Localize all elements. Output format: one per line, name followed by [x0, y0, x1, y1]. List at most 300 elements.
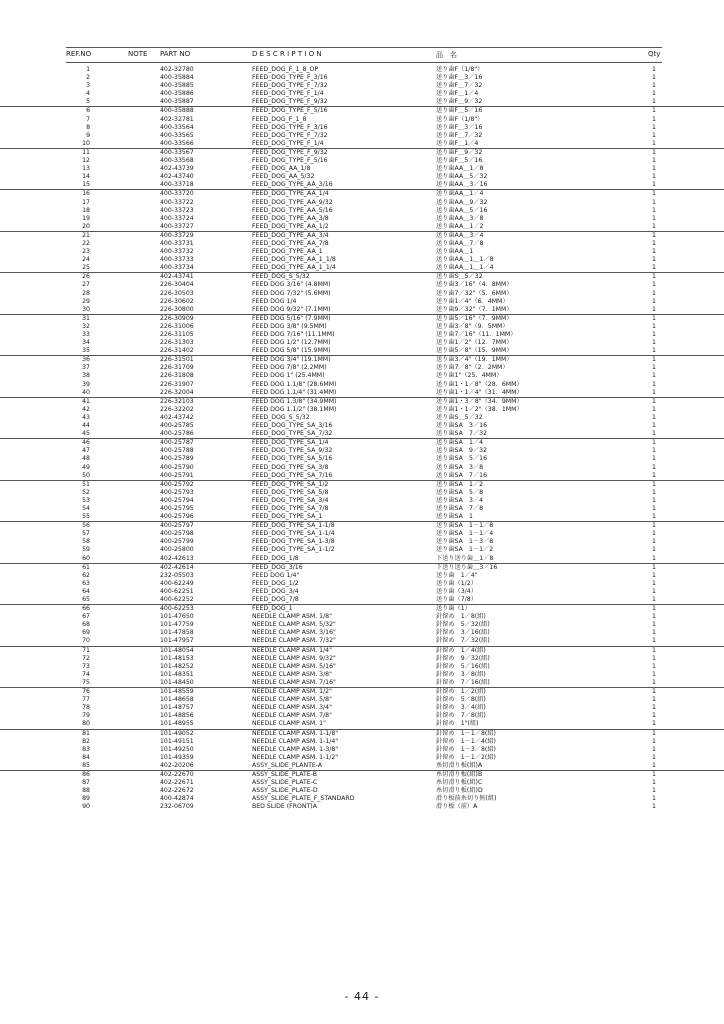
cell-qty: 1: [652, 413, 656, 421]
cell-qty: 1: [652, 289, 656, 297]
cell-ref-no: 32: [82, 322, 90, 330]
cell-part-no: 226-31808: [160, 372, 194, 380]
cell-japanese-name: 糸切滑り板(組)A: [436, 761, 483, 769]
cell-part-no: 400-33568: [160, 157, 194, 165]
cell-ref-no: 88: [82, 787, 90, 795]
cell-part-no: 400-25791: [160, 471, 194, 479]
cell-ref-no: 62: [82, 571, 90, 579]
cell-qty: 1: [652, 480, 656, 488]
cell-ref-no: 57: [82, 530, 90, 538]
cell-japanese-name: 送り歯SA 5／16: [436, 455, 488, 463]
cell-part-no: 232-05503: [160, 571, 194, 579]
cell-ref-no: 14: [82, 173, 90, 181]
cell-part-no: 101-48054: [160, 646, 194, 654]
cell-ref-no: 76: [82, 688, 90, 696]
cell-part-no: 101-48153: [160, 654, 194, 662]
table-row: [0, 232, 724, 240]
cell-ref-no: 70: [82, 637, 90, 645]
cell-ref-no: 47: [82, 447, 90, 455]
cell-qty: 1: [652, 107, 656, 115]
cell-description: FEED_DOG_TYPE_SA_5/8: [252, 488, 329, 496]
cell-description: FEED_DOG_TYPE_F_7/32: [252, 82, 328, 90]
cell-japanese-name: 送り歯SA 5／8: [436, 488, 484, 496]
cell-description: FEED_DOG_TYPE_AA_1/4: [252, 190, 329, 198]
cell-ref-no: 6: [86, 107, 90, 115]
cell-japanese-name: 針留め 1－1／2(組): [436, 753, 496, 761]
cell-part-no: 101-47957: [160, 637, 194, 645]
table-row: [0, 655, 724, 663]
cell-part-no: 400-33567: [160, 148, 194, 156]
cell-ref-no: 9: [86, 131, 90, 139]
cell-part-no: 400-33720: [160, 190, 194, 198]
cell-part-no: 402-43739: [160, 165, 194, 173]
cell-qty: 1: [652, 305, 656, 313]
table-row: [0, 447, 724, 455]
table-row: [0, 688, 724, 696]
cell-description: FEED_DOG_TYPE_F_1/4: [252, 139, 324, 147]
cell-part-no: 226-30503: [160, 289, 194, 297]
cell-description: FEED_DOG_TYPE_SA_9/32: [252, 447, 333, 455]
cell-part-no: 400-25792: [160, 480, 194, 488]
cell-qty: 1: [652, 554, 656, 562]
cell-ref-no: 44: [82, 422, 90, 430]
cell-japanese-name: 送り歯7／32"（5．6MM）: [436, 289, 513, 297]
cell-japanese-name: 針留め 3／8(組): [436, 670, 486, 678]
cell-part-no: 226-31709: [160, 364, 194, 372]
header-bottom-rule: [66, 62, 662, 63]
cell-part-no: 400-33729: [160, 231, 194, 239]
table-row: [0, 787, 724, 795]
cell-qty: 1: [652, 504, 656, 512]
cell-description: NEEDLE CLAMP ASM. 1/2": [252, 688, 332, 696]
table-row: [0, 90, 724, 98]
cell-description: FEED DOG 5/16" (7.9MM): [252, 314, 331, 322]
table-row: [0, 555, 724, 564]
table-row: [0, 629, 724, 637]
cell-description: FEED_DOG_S_5/32: [252, 413, 310, 421]
cell-description: FEED DOG 1/4: [252, 297, 297, 305]
cell-japanese-name: 針留め 9／32(組): [436, 654, 490, 662]
cell-ref-no: 1: [86, 66, 90, 73]
cell-qty: 1: [652, 770, 656, 778]
cell-part-no: 101-48856: [160, 712, 194, 720]
cell-part-no: 400-33723: [160, 206, 194, 214]
cell-japanese-name: 針留め 7／8(組): [436, 712, 486, 720]
cell-qty: 1: [652, 696, 656, 704]
table-row: [0, 572, 724, 580]
cell-part-no: 402-43742: [160, 413, 194, 421]
cell-japanese-name: 送り歯F＿7／32: [436, 131, 483, 139]
cell-description: FEED_DOG_TYPE_SA_7/32: [252, 430, 333, 438]
cell-part-no: 402-22671: [160, 779, 194, 787]
cell-part-no: 400-25789: [160, 455, 194, 463]
cell-japanese-name: 送り歯AA＿1／2: [436, 222, 484, 230]
table-row: [0, 613, 724, 621]
cell-qty: 1: [652, 422, 656, 430]
cell-ref-no: 51: [82, 480, 90, 488]
cell-ref-no: 89: [82, 795, 90, 803]
cell-description: FEED_DOG_AA_1/8: [252, 165, 311, 173]
table-row: [0, 66, 724, 74]
cell-ref-no: 59: [82, 546, 90, 554]
cell-japanese-name: 送り歯1・1／8"（28．6MM）: [436, 380, 523, 388]
cell-japanese-name: 糸切滑り板(組)D: [436, 787, 483, 795]
table-row: [0, 771, 724, 779]
cell-part-no: 101-47858: [160, 629, 194, 637]
cell-qty: 1: [652, 181, 656, 189]
cell-part-no: 226-30800: [160, 305, 194, 313]
cell-ref-no: 27: [82, 281, 90, 289]
cell-description: FEED_DOG_1/8: [252, 554, 299, 562]
parts-table-body: [0, 66, 724, 811]
cell-japanese-name: 送り歯F＿9／32: [436, 148, 483, 156]
cell-japanese-name: 送り歯5／8"（15．9MM）: [436, 347, 513, 355]
cell-part-no: 101-48351: [160, 670, 194, 678]
cell-description: FEED_DOG_TYPE_AA_1: [252, 248, 323, 256]
cell-description: FEED_DOG_3/4: [252, 587, 299, 595]
cell-qty: 1: [652, 720, 656, 728]
cell-qty: 1: [652, 704, 656, 712]
cell-japanese-name: 針留め 1／4(組): [436, 646, 486, 654]
cell-part-no: 101-48658: [160, 696, 194, 704]
cell-ref-no: 40: [82, 388, 90, 396]
cell-part-no: 402-43741: [160, 273, 194, 281]
cell-japanese-name: 送り歯1／4"（6．4MM）: [436, 297, 509, 305]
cell-qty: 1: [652, 538, 656, 546]
cell-part-no: 226-32004: [160, 388, 194, 396]
cell-description: FEED_DOG_TYPE_F_5/16: [252, 107, 328, 115]
cell-qty: 1: [652, 322, 656, 330]
cell-qty: 1: [652, 795, 656, 803]
cell-description: FEED DOG 1" (25.4MM): [252, 372, 325, 380]
cell-ref-no: 39: [82, 380, 90, 388]
table-row: [0, 157, 724, 165]
table-row: [0, 315, 724, 323]
table-row: [0, 82, 724, 90]
cell-description: FEED_DOG_TYPE_AA_5/16: [252, 206, 333, 214]
table-row: [0, 704, 724, 712]
cell-japanese-name: 糸切滑り板(組)B: [436, 770, 483, 778]
cell-part-no: 400-33722: [160, 198, 194, 206]
cell-ref-no: 77: [82, 696, 90, 704]
cell-japanese-name: 送り歯1"（25．4MM）: [436, 372, 503, 380]
cell-qty: 1: [652, 513, 656, 521]
cell-qty: 1: [652, 646, 656, 654]
cell-part-no: 400-25786: [160, 430, 194, 438]
table-row: [0, 165, 724, 173]
cell-part-no: 226-30602: [160, 297, 194, 305]
table-row: [0, 538, 724, 546]
table-row: [0, 306, 724, 315]
cell-part-no: 402-42613: [160, 554, 194, 562]
cell-part-no: 400-25799: [160, 538, 194, 546]
cell-description: NEEDLE CLAMP ASM. 5/16": [252, 662, 336, 670]
table-row: [0, 132, 724, 140]
cell-japanese-name: 滑り板前糸切り無(組): [436, 795, 497, 803]
cell-ref-no: 46: [82, 439, 90, 447]
cell-part-no: 402-32781: [160, 115, 194, 123]
table-row: [0, 746, 724, 754]
cell-ref-no: 22: [82, 239, 90, 247]
cell-qty: 1: [652, 98, 656, 106]
table-row: [0, 364, 724, 372]
cell-qty: 1: [652, 488, 656, 496]
cell-qty: 1: [652, 605, 656, 613]
cell-part-no: 226-30909: [160, 314, 194, 322]
cell-qty: 1: [652, 388, 656, 396]
cell-qty: 1: [652, 66, 656, 73]
cell-ref-no: 84: [82, 753, 90, 761]
cell-japanese-name: 送り歯F＿1／4: [436, 90, 479, 98]
cell-part-no: 400-25794: [160, 496, 194, 504]
cell-qty: 1: [652, 264, 656, 272]
cell-japanese-name: 針留め 1－1／4(組): [436, 737, 496, 745]
cell-description: ASSY_SLIDE_PLATE-B: [252, 770, 317, 778]
cell-description: ASSY_SLIDE_PLATE-C: [252, 779, 318, 787]
cell-japanese-name: 針留め 1"(組): [436, 720, 479, 728]
cell-japanese-name: 送り歯3／8"（9．5MM）: [436, 322, 509, 330]
cell-qty: 1: [652, 530, 656, 538]
table-row: [0, 414, 724, 422]
cell-qty: 1: [652, 139, 656, 147]
table-row: [0, 406, 724, 414]
table-row: [0, 489, 724, 497]
cell-ref-no: 90: [82, 803, 90, 811]
cell-description: FEED_DOG_TYPE_SA_1/4: [252, 439, 329, 447]
cell-description: NEEDLE CLAMP ASM. 1/8": [252, 613, 332, 621]
cell-japanese-name: 送り歯AA＿9／32: [436, 198, 488, 206]
cell-qty: 1: [652, 380, 656, 388]
cell-ref-no: 41: [82, 397, 90, 405]
cell-japanese-name: 送り歯SA 1／2: [436, 480, 484, 488]
cell-ref-no: 24: [82, 256, 90, 264]
cell-part-no: 101-47759: [160, 621, 194, 629]
table-row: [0, 74, 724, 82]
header-description: D E S C R I P T I O N: [252, 50, 322, 58]
table-row: [0, 513, 724, 522]
table-row: [0, 546, 724, 554]
cell-japanese-name: 送り歯SA 1／4: [436, 439, 484, 447]
cell-ref-no: 5: [86, 98, 90, 106]
cell-part-no: 402-42614: [160, 563, 194, 571]
table-row: [0, 181, 724, 190]
cell-japanese-name: 送り歯AA＿7／8: [436, 239, 484, 247]
cell-description: NEEDLE CLAMP ASM. 1/4": [252, 646, 332, 654]
cell-japanese-name: 送り歯F（1/8"）: [436, 66, 484, 73]
cell-description: NEEDLE CLAMP ASM. 5/32": [252, 621, 336, 629]
cell-ref-no: 71: [82, 646, 90, 654]
cell-ref-no: 79: [82, 712, 90, 720]
table-row: [0, 264, 724, 273]
cell-qty: 1: [652, 372, 656, 380]
cell-description: FEED DOG 1.1/8" (28.6MM): [252, 380, 337, 388]
cell-description: FEED DOG 7/16" (11.1MM): [252, 331, 335, 338]
cell-ref-no: 17: [82, 198, 90, 206]
cell-qty: 1: [652, 496, 656, 504]
cell-part-no: 226-31105: [160, 331, 194, 338]
table-row: [0, 215, 724, 223]
cell-qty: 1: [652, 273, 656, 281]
cell-description: NEEDLE CLAMP ASM. 1-1/8": [252, 729, 339, 737]
cell-japanese-name: 送り歯F＿7／32: [436, 82, 483, 90]
cell-ref-no: 2: [86, 74, 90, 82]
cell-qty: 1: [652, 688, 656, 696]
table-row: [0, 290, 724, 298]
cell-description: NEEDLE CLAMP ASM. 1-1/4": [252, 737, 339, 745]
cell-part-no: 101-48559: [160, 688, 194, 696]
cell-japanese-name: 送り歯7／16"（11．1MM）: [436, 331, 517, 338]
cell-qty: 1: [652, 198, 656, 206]
cell-description: FEED_DOG_TYPE_SA_1: [252, 513, 323, 521]
cell-qty: 1: [652, 115, 656, 123]
cell-part-no: 226-31006: [160, 322, 194, 330]
cell-description: FEED DOG 3/16" (4.8MM): [252, 281, 331, 289]
cell-description: FEED DOG 1.1/4" (31.4MM): [252, 388, 337, 396]
cell-japanese-name: 送り歯1／2"（12．7MM）: [436, 339, 513, 347]
cell-qty: 1: [652, 471, 656, 479]
cell-description: FEED_DOG_TYPE_AA_7/8: [252, 239, 329, 247]
table-row: [0, 339, 724, 347]
cell-description: FEED_DOG_TYPE_AA_1_1/4: [252, 264, 336, 272]
cell-part-no: 400-25787: [160, 439, 194, 447]
cell-qty: 1: [652, 173, 656, 181]
cell-description: FEED DOG 7/32" (5.6MM): [252, 289, 331, 297]
cell-japanese-name: 送り歯S＿5／32: [436, 413, 483, 421]
table-row: [0, 347, 724, 356]
cell-qty: 1: [652, 803, 656, 811]
page-number: - 44 -: [344, 990, 380, 1003]
cell-japanese-name: 針留め 3／4(組): [436, 704, 486, 712]
cell-japanese-name: 送り歯F＿9／32: [436, 98, 483, 106]
cell-qty: 1: [652, 761, 656, 769]
cell-japanese-name: 送り歯S＿5／32: [436, 273, 483, 281]
cell-qty: 1: [652, 347, 656, 355]
cell-ref-no: 48: [82, 455, 90, 463]
cell-qty: 1: [652, 239, 656, 247]
table-row: [0, 281, 724, 289]
cell-japanese-name: 送り歯3／16"（4．8MM）: [436, 281, 513, 289]
cell-japanese-name: 送り歯SA 7／32: [436, 430, 488, 438]
header-note: NOTE: [128, 50, 148, 58]
cell-ref-no: 86: [82, 770, 90, 778]
cell-ref-no: 16: [82, 190, 90, 198]
cell-description: NEEDLE CLAMP ASM. 7/8": [252, 712, 332, 720]
cell-description: NEEDLE CLAMP ASM. 3/16": [252, 629, 336, 637]
cell-qty: 1: [652, 712, 656, 720]
header-japanese-name: 品 名: [436, 51, 457, 59]
table-row: [0, 795, 724, 803]
cell-japanese-name: 針留め 1－3／8(組): [436, 745, 496, 753]
table-row: [0, 663, 724, 671]
cell-japanese-name: 送り歯F＿5／16: [436, 107, 483, 115]
cell-part-no: 400-33718: [160, 181, 194, 189]
cell-part-no: 400-33731: [160, 239, 194, 247]
cell-japanese-name: 送り歯SA 1: [436, 513, 473, 521]
cell-ref-no: 75: [82, 678, 90, 686]
cell-part-no: 400-33565: [160, 131, 194, 139]
cell-qty: 1: [652, 148, 656, 156]
table-row: [0, 331, 724, 339]
cell-qty: 1: [652, 74, 656, 82]
cell-description: FEED_DOG_TYPE_SA_7/8: [252, 504, 329, 512]
cell-description: FEED DOG 1.1/2" (38.1MM): [252, 405, 337, 413]
cell-qty: 1: [652, 613, 656, 621]
cell-description: FEED_DOG_TYPE_F_7/32: [252, 131, 328, 139]
table-row: [0, 256, 724, 264]
cell-ref-no: 11: [82, 148, 90, 156]
table-row: [0, 530, 724, 538]
cell-description: FEED_DOG_TYPE_AA_1/2: [252, 222, 329, 230]
cell-ref-no: 38: [82, 372, 90, 380]
cell-qty: 1: [652, 281, 656, 289]
cell-part-no: 400-35884: [160, 74, 194, 82]
cell-ref-no: 63: [82, 579, 90, 587]
cell-qty: 1: [652, 463, 656, 471]
cell-ref-no: 3: [86, 82, 90, 90]
cell-ref-no: 83: [82, 745, 90, 753]
table-row: [0, 372, 724, 380]
cell-ref-no: 21: [82, 231, 90, 239]
cell-ref-no: 25: [82, 264, 90, 272]
cell-part-no: 400-33734: [160, 264, 194, 272]
cell-description: FEED_DOG_TYPE_SA_1-3/8: [252, 538, 335, 546]
cell-part-no: 400-42874: [160, 795, 194, 803]
cell-ref-no: 55: [82, 513, 90, 521]
cell-part-no: 400-33724: [160, 214, 194, 222]
cell-part-no: 402-20206: [160, 761, 194, 769]
cell-description: FEED_DOG_TYPE_F_3/16: [252, 123, 328, 131]
cell-description: FEED_DOG_1: [252, 605, 293, 613]
cell-part-no: 400-35887: [160, 98, 194, 106]
table-row: [0, 596, 724, 605]
cell-description: FEED DOG 1/4": [252, 571, 300, 579]
cell-ref-no: 74: [82, 670, 90, 678]
cell-qty: 1: [652, 314, 656, 322]
cell-japanese-name: 針留め 1／2(組): [436, 688, 486, 696]
cell-description: FEED_DOG_TYPE_SA_5/16: [252, 455, 333, 463]
cell-part-no: 400-35885: [160, 82, 194, 90]
cell-description: FEED_DOG_3/16: [252, 563, 303, 571]
table-row: [0, 273, 724, 281]
cell-japanese-name: 送り歯AA＿3／16: [436, 181, 488, 189]
table-row: [0, 240, 724, 248]
cell-qty: 1: [652, 745, 656, 753]
cell-part-no: 400-33732: [160, 248, 194, 256]
cell-qty: 1: [652, 123, 656, 131]
cell-ref-no: 56: [82, 522, 90, 530]
cell-japanese-name: 送り歯SA 9／32: [436, 447, 488, 455]
cell-ref-no: 34: [82, 339, 90, 347]
cell-description: NEEDLE CLAMP ASM. 7/16": [252, 678, 336, 686]
table-row: [0, 779, 724, 787]
table-row: [0, 398, 724, 406]
cell-japanese-name: 送り歯F（1/8"）: [436, 115, 484, 123]
cell-description: FEED_DOG_TYPE_AA_3/16: [252, 181, 333, 189]
cell-japanese-name: 送り歯SA 1－1／2: [436, 546, 494, 554]
cell-japanese-name: 送り歯AA＿3／8: [436, 214, 484, 222]
cell-part-no: 400-25785: [160, 422, 194, 430]
cell-ref-no: 37: [82, 364, 90, 372]
header-part-no: PART NO: [160, 50, 191, 58]
cell-ref-no: 72: [82, 654, 90, 662]
cell-qty: 1: [652, 157, 656, 165]
cell-part-no: 400-25788: [160, 447, 194, 455]
table-row: [0, 505, 724, 513]
cell-japanese-name: 針留め 5／8(組): [436, 696, 486, 704]
cell-ref-no: 73: [82, 662, 90, 670]
table-row: [0, 124, 724, 132]
table-row: [0, 621, 724, 629]
